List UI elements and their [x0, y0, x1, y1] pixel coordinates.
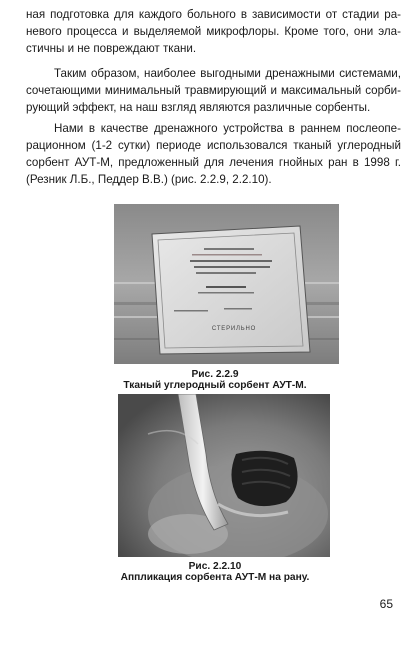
wound-illustration	[118, 394, 330, 557]
paragraph-3	[26, 120, 401, 188]
text-line: сочетающими минимальный травмирующий и максимальный сорби-	[26, 84, 401, 98]
text-line: рационном (1-2 сутки) периоде использовался тканый углеродный	[26, 138, 401, 152]
body-text	[26, 6, 401, 188]
figure-number: Рис. 2.2.9	[191, 369, 239, 380]
sterile-label: СТЕРИЛЬНО	[211, 326, 257, 332]
paragraph-1	[26, 6, 401, 57]
figure-number: Рис. 2.2.10	[188, 561, 242, 572]
text-line: Нами в качестве дренажного устройства в раннем послеопе-	[54, 121, 401, 135]
wound-application-photo	[118, 394, 330, 557]
text-line: ная подготовка для каждого больного в зависимости от стадии ра-	[26, 8, 401, 21]
page-number: 65	[379, 597, 393, 611]
figure-title: Аппликация сорбента АУТ-М на рану.	[120, 572, 310, 583]
package-illustration	[114, 204, 339, 364]
figure-title: Тканый углеродный сорбент АУТ-М.	[123, 380, 307, 391]
paragraph-2	[26, 65, 401, 116]
text-line: невого процесса и выделяемой микрофлоры. Кроме того, они эла-	[26, 25, 401, 39]
figure-caption	[90, 561, 340, 583]
text-line: (Резник Л.Б., Педдер В.В.) (рис. 2.2.9, 2.2.10).	[26, 172, 272, 186]
text-line: Таким образом, наиболее выгодными дренажными системами,	[54, 67, 401, 81]
text-line: рующий эффект, на наш взгляд являются различные сорбенты.	[26, 101, 371, 115]
text-line: стичны и не повреждают ткани.	[26, 42, 197, 56]
text-line: сорбент АУТ-М, предложенный для лечения гнойных ран в 1998 г.	[26, 155, 401, 169]
sorbent-package-photo	[114, 204, 339, 364]
figure-caption	[90, 369, 340, 391]
